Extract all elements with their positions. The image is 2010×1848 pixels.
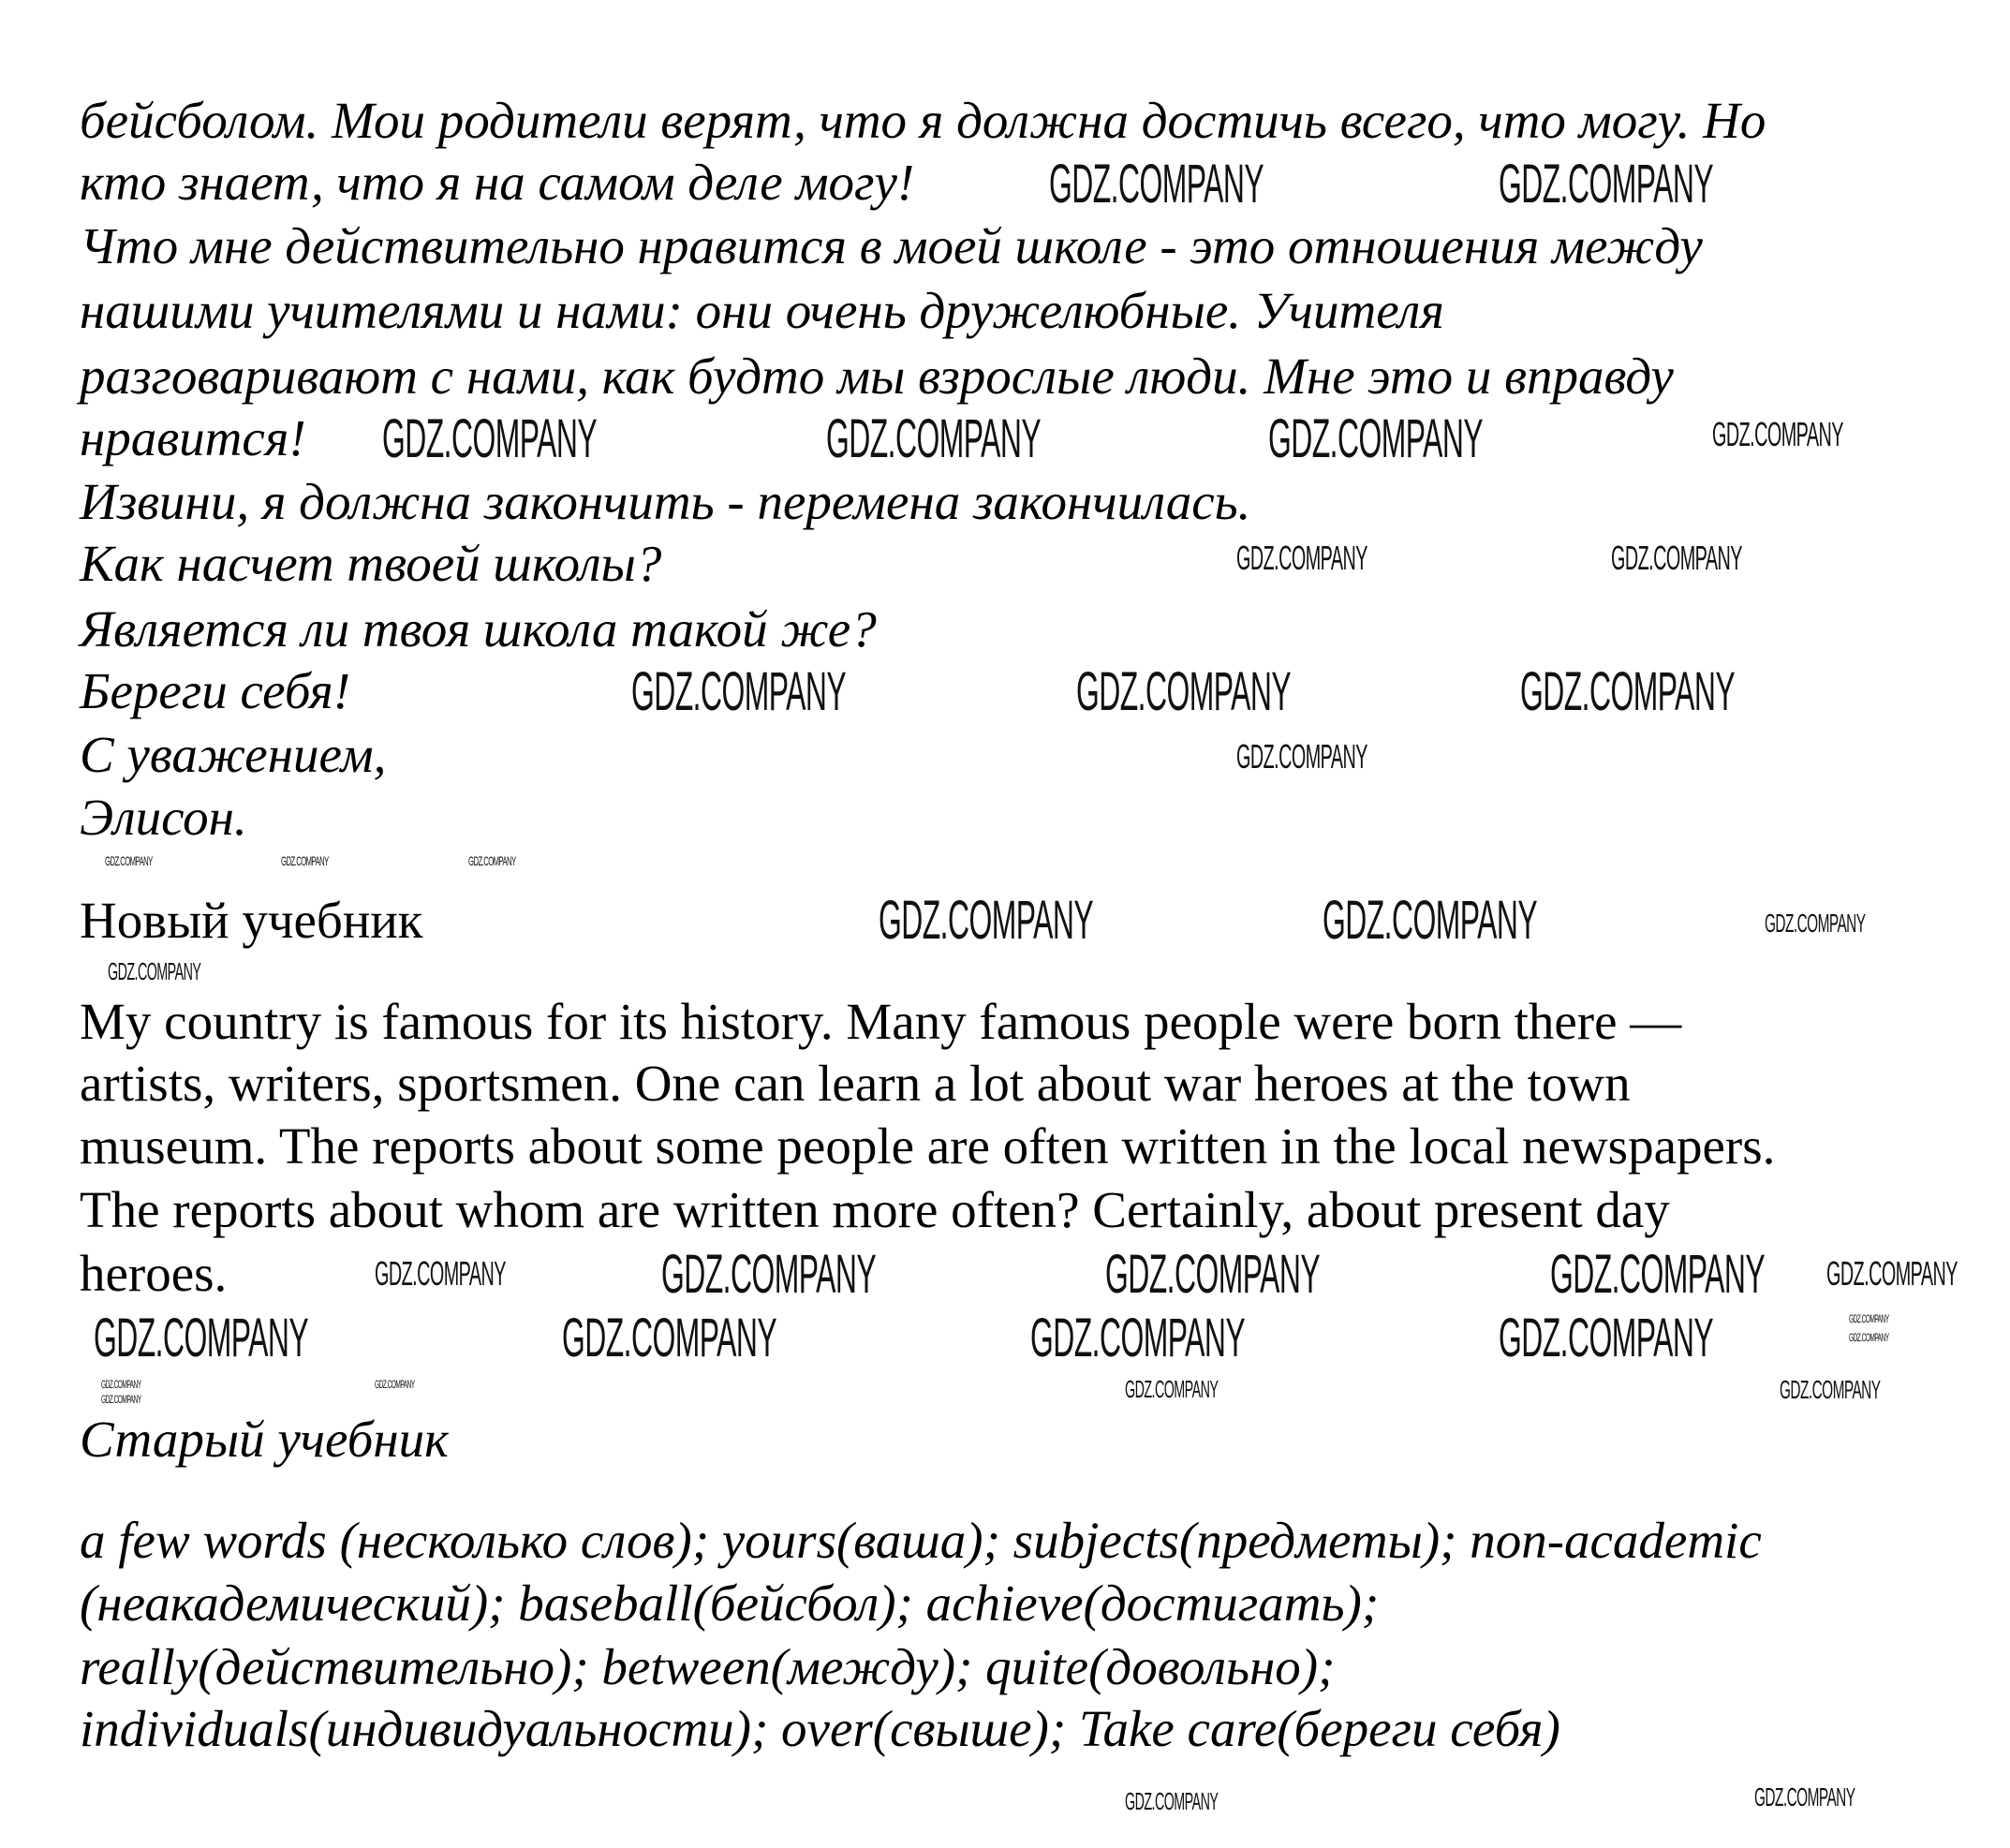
watermark: GDZ.COMPANY xyxy=(1849,1331,1889,1344)
letter-line: нравится! xyxy=(80,409,306,466)
letter-line: Является ли твоя школа такой же? xyxy=(80,600,877,658)
watermark: GDZ.COMPANY xyxy=(1125,1787,1219,1815)
watermark: GDZ.COMPANY xyxy=(879,890,1094,951)
letter-line: Береги себя! xyxy=(80,662,351,719)
letter-line: Как насчет твоей школы? xyxy=(80,535,662,592)
watermark: GDZ.COMPANY xyxy=(1323,890,1538,951)
letter-line: разговаривают с нами, как будто мы взрослые люди. Мне это и вправду xyxy=(80,347,1674,405)
watermark: GDZ.COMPANY xyxy=(1550,1244,1766,1305)
text-line: The reports about whom are written more often? Certainly, about present day xyxy=(80,1181,1670,1238)
watermark: GDZ.COMPANY xyxy=(1611,539,1742,577)
watermark: GDZ.COMPANY xyxy=(1125,1375,1219,1403)
watermark: GDZ.COMPANY xyxy=(1076,661,1292,722)
vocab-line: a few words (несколько слов); yours(ваша); subjects(предметы); non-academic xyxy=(80,1512,1762,1569)
watermark: GDZ.COMPANY xyxy=(94,1308,309,1368)
watermark: GDZ.COMPANY xyxy=(1765,909,1866,938)
letter-line: Элисон. xyxy=(80,789,247,846)
watermark: GDZ.COMPANY xyxy=(661,1244,877,1305)
letter-line: бейсболом. Мои родители верят, что я должна достичь всего, что могу. Но xyxy=(80,92,1766,149)
watermark: GDZ.COMPANY xyxy=(631,661,847,722)
watermark: GDZ.COMPANY xyxy=(1826,1254,1958,1293)
watermark: GDZ.COMPANY xyxy=(1499,154,1714,214)
watermark: GDZ.COMPANY xyxy=(1030,1308,1246,1368)
vocab-line: (неакадемический); baseball(бейсбол); achieve(достигать); xyxy=(80,1574,1380,1632)
text-line: heroes. xyxy=(80,1245,228,1302)
text-line: museum. The reports about some people are often written in the local newspapers. xyxy=(80,1117,1776,1175)
vocab-line: really(действительно); between(между); quite(довольно); xyxy=(80,1638,1336,1695)
watermark: GDZ.COMPANY xyxy=(1236,539,1367,577)
section-heading: Старый учебник xyxy=(80,1411,449,1468)
watermark: GDZ.COMPANY xyxy=(375,1378,415,1391)
watermark: GDZ.COMPANY xyxy=(105,853,153,868)
watermark: GDZ.COMPANY xyxy=(1268,408,1484,469)
letter-line: нашими учителями и нами: они очень дружелюбные. Учителя xyxy=(80,282,1444,339)
letter-line: кто знает, что я на самом деле могу! xyxy=(80,154,915,211)
vocab-line: individuals(индивидуальности); over(свыше); Take care(береги себя) xyxy=(80,1700,1560,1757)
watermark: GDZ.COMPANY xyxy=(1049,154,1264,214)
text-line: artists, writers, sportsmen. One can learn a lot about war heroes at the town xyxy=(80,1055,1631,1112)
text-line: My country is famous for its history. Many famous people were born there — xyxy=(80,993,1682,1050)
watermark: GDZ.COMPANY xyxy=(101,1378,141,1391)
watermark: GDZ.COMPANY xyxy=(382,408,598,469)
watermark: GDZ.COMPANY xyxy=(468,853,516,868)
watermark: GDZ.COMPANY xyxy=(1849,1312,1889,1325)
watermark: GDZ.COMPANY xyxy=(1520,661,1736,722)
watermark: GDZ.COMPANY xyxy=(1712,415,1843,453)
letter-line: Что мне действительно нравится в моей школе - это отношения между xyxy=(80,217,1703,274)
section-heading: Новый учебник xyxy=(80,892,423,949)
watermark: GDZ.COMPANY xyxy=(1236,737,1367,776)
watermark: GDZ.COMPANY xyxy=(1754,1782,1855,1811)
watermark: GDZ.COMPANY xyxy=(1499,1308,1714,1368)
watermark: GDZ.COMPANY xyxy=(826,408,1042,469)
letter-line: С уважением, xyxy=(80,726,387,783)
letter-line: Извини, я должна закончить - перемена закончилась. xyxy=(80,473,1251,530)
watermark: GDZ.COMPANY xyxy=(562,1308,777,1368)
watermark: GDZ.COMPANY xyxy=(281,853,329,868)
watermark: GDZ.COMPANY xyxy=(101,1393,141,1406)
watermark: GDZ.COMPANY xyxy=(108,957,201,985)
watermark: GDZ.COMPANY xyxy=(1780,1375,1881,1404)
watermark: GDZ.COMPANY xyxy=(375,1254,506,1293)
watermark: GDZ.COMPANY xyxy=(1105,1244,1321,1305)
